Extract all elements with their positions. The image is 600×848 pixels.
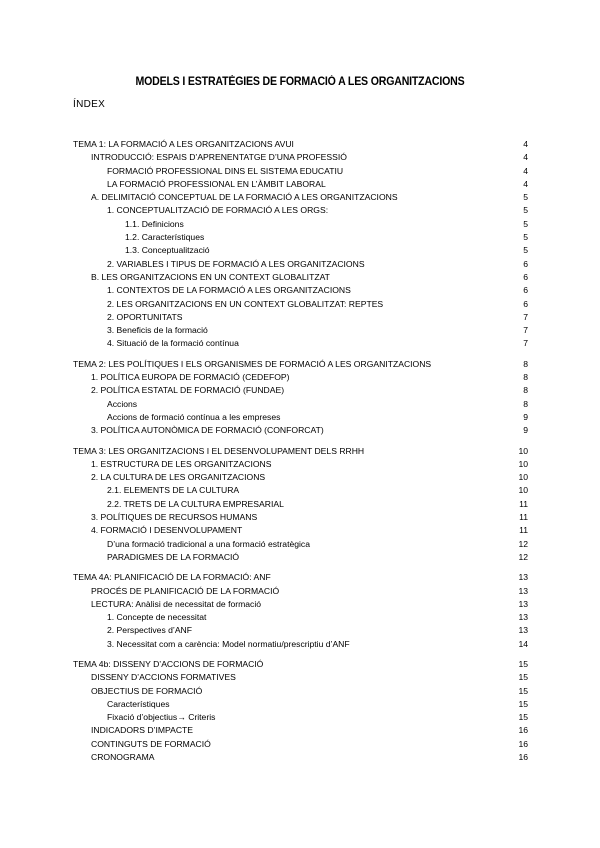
toc-section — [73, 358, 528, 438]
toc-entry[interactable] — [73, 271, 528, 284]
toc-entry[interactable] — [73, 551, 528, 564]
toc-entry-page: 15 — [518, 698, 528, 709]
toc-entry[interactable] — [73, 384, 528, 397]
toc-entry-page: 8 — [523, 385, 528, 396]
toc-entry-page: 10 — [518, 458, 528, 469]
toc-entry-title: LECTURA: Anàlisi de necessitat de formació — [91, 598, 262, 609]
toc-entry-page: 5 — [523, 218, 528, 229]
toc-entry[interactable] — [73, 571, 528, 584]
toc-entry-title: 2. LA CULTURA DE LES ORGANITZACIONS — [91, 472, 266, 483]
toc-entry-title: Característiques — [107, 698, 170, 709]
toc-entry-page: 10 — [518, 445, 528, 456]
toc-entry-title: Accions de formació contínua a les empreses — [107, 411, 281, 422]
toc-entry-title: 2. VARIABLES I TIPUS DE FORMACIÓ A LES ORGANITZACIONS — [107, 258, 365, 269]
toc-entry-title: 3. POLÍTIQUES DE RECURSOS HUMANS — [91, 512, 258, 523]
toc-entry-page: 15 — [518, 712, 528, 723]
toc-entry[interactable] — [73, 638, 528, 651]
toc-entry-page: 8 — [523, 358, 528, 369]
toc-entry[interactable] — [73, 598, 528, 611]
toc-entry-page: 12 — [518, 538, 528, 549]
toc-entry[interactable] — [73, 284, 528, 297]
toc-entry[interactable] — [73, 191, 528, 204]
toc-entry-title: 1. POLÍTICA EUROPA DE FORMACIÓ (CEDEFOP) — [91, 372, 290, 383]
toc-entry-title: 1.1. Definicions — [125, 218, 184, 229]
toc-entry-page: 11 — [519, 498, 528, 509]
toc-entry-page: 12 — [518, 551, 528, 562]
toc-entry-page: 13 — [518, 572, 528, 583]
toc-entry-title: Fixació d’objectius→ Criteris — [107, 712, 216, 723]
toc-entry-page: 5 — [523, 205, 528, 216]
toc-entry-title: DISSENY D’ACCIONS FORMATIVES — [91, 672, 236, 683]
toc-entry-page: 6 — [523, 258, 528, 269]
toc-entry-title: D’una formació tradicional a una formació estratègica — [107, 538, 311, 549]
toc-entry[interactable] — [73, 298, 528, 311]
toc-entry-title: 4. FORMACIÓ I DESENVOLUPAMENT — [91, 525, 243, 536]
toc-entry[interactable] — [73, 511, 528, 524]
toc-entry-page: 13 — [518, 585, 528, 596]
toc-entry-page: 6 — [523, 285, 528, 296]
toc-entry-page: 13 — [518, 598, 528, 609]
toc-entry-page: 10 — [518, 472, 528, 483]
toc-entry-page: 8 — [523, 398, 528, 409]
toc-entry[interactable] — [73, 724, 528, 737]
toc-entry-page: 5 — [523, 232, 528, 243]
toc-entry-page: 13 — [518, 625, 528, 636]
toc-section — [73, 571, 528, 651]
toc-entry-title: Accions — [107, 398, 138, 409]
toc-entry[interactable] — [73, 258, 528, 271]
toc-entry-page: 6 — [523, 271, 528, 282]
toc-entry-page: 16 — [518, 738, 528, 749]
toc-entry[interactable] — [73, 624, 528, 637]
toc-entry[interactable] — [73, 178, 528, 191]
toc-entry-title: INDICADORS D’IMPACTE — [91, 725, 194, 736]
toc-entry[interactable] — [73, 458, 528, 471]
toc-entry-title: 2. POLÍTICA ESTATAL DE FORMACIÓ (FUNDAE) — [91, 385, 285, 396]
toc-entry-page: 15 — [518, 658, 528, 669]
toc-entry[interactable] — [73, 484, 528, 497]
toc-entry[interactable] — [73, 311, 528, 324]
toc-entry-page: 16 — [518, 725, 528, 736]
toc-entry-title: LA FORMACIÓ PROFESSIONAL EN L’ÀMBIT LABORAL — [107, 178, 326, 189]
toc-section — [73, 658, 528, 764]
toc-entry-title: FORMACIÓ PROFESSIONAL DINS EL SISTEMA EDUCATIU — [107, 165, 344, 176]
index-heading: ÍNDEX — [73, 99, 106, 110]
toc-entry-title: PROCÉS DE PLANIFICACIÓ DE LA FORMACIÓ — [91, 585, 280, 596]
toc-entry-title: A. DELIMITACIÓ CONCEPTUAL DE LA FORMACIÓ A LES ORGANITZACIONS — [91, 192, 398, 203]
toc-entry-page: 11 — [519, 525, 528, 536]
toc-entry[interactable] — [73, 585, 528, 598]
toc-entry-title: 1. ESTRUCTURA DE LES ORGANITZACIONS — [91, 458, 272, 469]
toc-entry[interactable] — [73, 218, 528, 231]
toc-entry-title: 2. Perspectives d’ANF — [107, 625, 193, 636]
toc-entry-title: 3. Necessitat com a carència: Model normatiu/prescriptiu d’ANF — [107, 638, 350, 649]
toc-entry[interactable] — [73, 751, 528, 764]
toc-entry-title: B. LES ORGANITZACIONS EN UN CONTEXT GLOBALITZAT — [91, 271, 330, 282]
toc-entry-title: 4. Situació de la formació contínua — [107, 338, 239, 349]
toc-entry[interactable] — [73, 424, 528, 437]
toc-entry-page: 9 — [523, 425, 528, 436]
toc-entry-page: 15 — [518, 672, 528, 683]
toc-entry-title: CRONOGRAMA — [91, 752, 155, 763]
toc-entry-page: 4 — [523, 165, 528, 176]
toc-entry[interactable] — [73, 204, 528, 217]
toc-entry-page: 13 — [518, 612, 528, 623]
toc-entry-title: 1.3. Conceptualització — [125, 245, 210, 256]
toc-entry[interactable] — [73, 658, 528, 671]
toc-entry[interactable] — [73, 244, 528, 257]
toc-entry-title: OBJECTIUS DE FORMACIÓ — [91, 685, 203, 696]
toc-entry-title: 1. CONCEPTUALITZACIÓ DE FORMACIÓ A LES ORGS: — [107, 205, 329, 216]
toc-entry[interactable] — [73, 151, 528, 164]
toc-section — [73, 445, 528, 565]
toc-entry-page: 11 — [519, 512, 528, 523]
toc-entry[interactable] — [73, 698, 528, 711]
toc-entry-title: TEMA 3: LES ORGANITZACIONS I EL DESENVOLUPAMENT DELS RRHH — [73, 445, 365, 456]
toc-entry[interactable] — [73, 685, 528, 698]
toc-entry[interactable] — [73, 538, 528, 551]
toc-entry-title: 1. CONTEXTOS DE LA FORMACIÓ A LES ORGANITZACIONS — [107, 285, 351, 296]
toc-entry[interactable] — [73, 498, 528, 511]
toc-entry[interactable] — [73, 411, 528, 424]
toc-entry-page: 7 — [523, 338, 528, 349]
toc-entry-page: 7 — [523, 325, 528, 336]
toc-entry-title: TEMA 2: LES POLÍTIQUES I ELS ORGANISMES DE FORMACIÓ A LES ORGANITZACIONS — [73, 358, 432, 369]
toc-entry[interactable] — [73, 611, 528, 624]
toc-entry[interactable] — [73, 738, 528, 751]
toc-entry-page: 6 — [523, 298, 528, 309]
toc-entry-title: 1.2. Característiques — [125, 232, 205, 243]
toc-entry[interactable] — [73, 138, 528, 151]
toc-entry[interactable] — [73, 165, 528, 178]
toc-entry-title: TEMA 4b: DISSENY D’ACCIONS DE FORMACIÓ — [73, 658, 264, 669]
toc-entry-page: 4 — [523, 139, 528, 149]
toc-entry[interactable] — [73, 371, 528, 384]
toc-entry-title: 3. Beneficis de la formació — [107, 325, 208, 336]
toc-entry-title: 1. Concepte de necessitat — [107, 612, 207, 623]
toc-entry-title: 2.2. TRETS DE LA CULTURA EMPRESARIAL — [107, 498, 284, 509]
toc-entry-title: 2.1. ELEMENTS DE LA CULTURA — [107, 485, 240, 496]
toc-entry-title: 2. LES ORGANITZACIONS EN UN CONTEXT GLOBALITZAT: REPTES — [107, 298, 384, 309]
toc-entry-page: 15 — [518, 685, 528, 696]
toc-entry[interactable] — [73, 711, 528, 724]
toc-entry-page: 8 — [523, 372, 528, 383]
toc-entry-page: 5 — [523, 245, 528, 256]
toc-entry-page: 4 — [523, 152, 528, 163]
toc-entry-page: 14 — [518, 638, 528, 649]
toc-entry-title: 3. POLÍTICA AUTONÒMICA DE FORMACIÓ (CONFORCAT) — [91, 425, 324, 436]
toc-entry[interactable] — [73, 231, 528, 244]
toc-entry-title: TEMA 4A: PLANIFICACIÓ DE LA FORMACIÓ: ANF — [73, 572, 271, 583]
toc-section — [73, 138, 528, 351]
toc-entry[interactable] — [73, 445, 528, 458]
toc-entry[interactable] — [73, 358, 528, 371]
document-title: MODELS I ESTRATÈGIES DE FORMACIÓ A LES ORGANITZACIONS — [135, 76, 465, 88]
toc-entry-title: PARADIGMES DE LA FORMACIÓ — [107, 551, 240, 562]
toc-entry[interactable] — [73, 324, 528, 337]
toc-entry[interactable] — [73, 524, 528, 537]
toc-entry-page: 7 — [523, 311, 528, 322]
toc-entry[interactable] — [73, 471, 528, 484]
toc-entry-page: 16 — [518, 752, 528, 763]
toc-entry-title: INTRODUCCIÓ: ESPAIS D’APRENENTATGE D’UNA PROFESSIÓ — [91, 152, 347, 163]
toc-entry-title: CONTINGUTS DE FORMACIÓ — [91, 738, 211, 749]
toc-entry[interactable] — [73, 671, 528, 684]
toc-entry[interactable] — [73, 398, 528, 411]
table-of-contents — [73, 138, 528, 771]
toc-entry-page: 4 — [523, 178, 528, 189]
toc-entry-page: 9 — [523, 411, 528, 422]
toc-entry-page: 10 — [518, 485, 528, 496]
toc-entry-title: 2. OPORTUNITATS — [107, 311, 183, 322]
toc-entry[interactable] — [73, 337, 528, 350]
toc-entry-title: TEMA 1: LA FORMACIÓ A LES ORGANITZACIONS AVUI — [73, 139, 294, 149]
toc-entry-page: 5 — [523, 192, 528, 203]
